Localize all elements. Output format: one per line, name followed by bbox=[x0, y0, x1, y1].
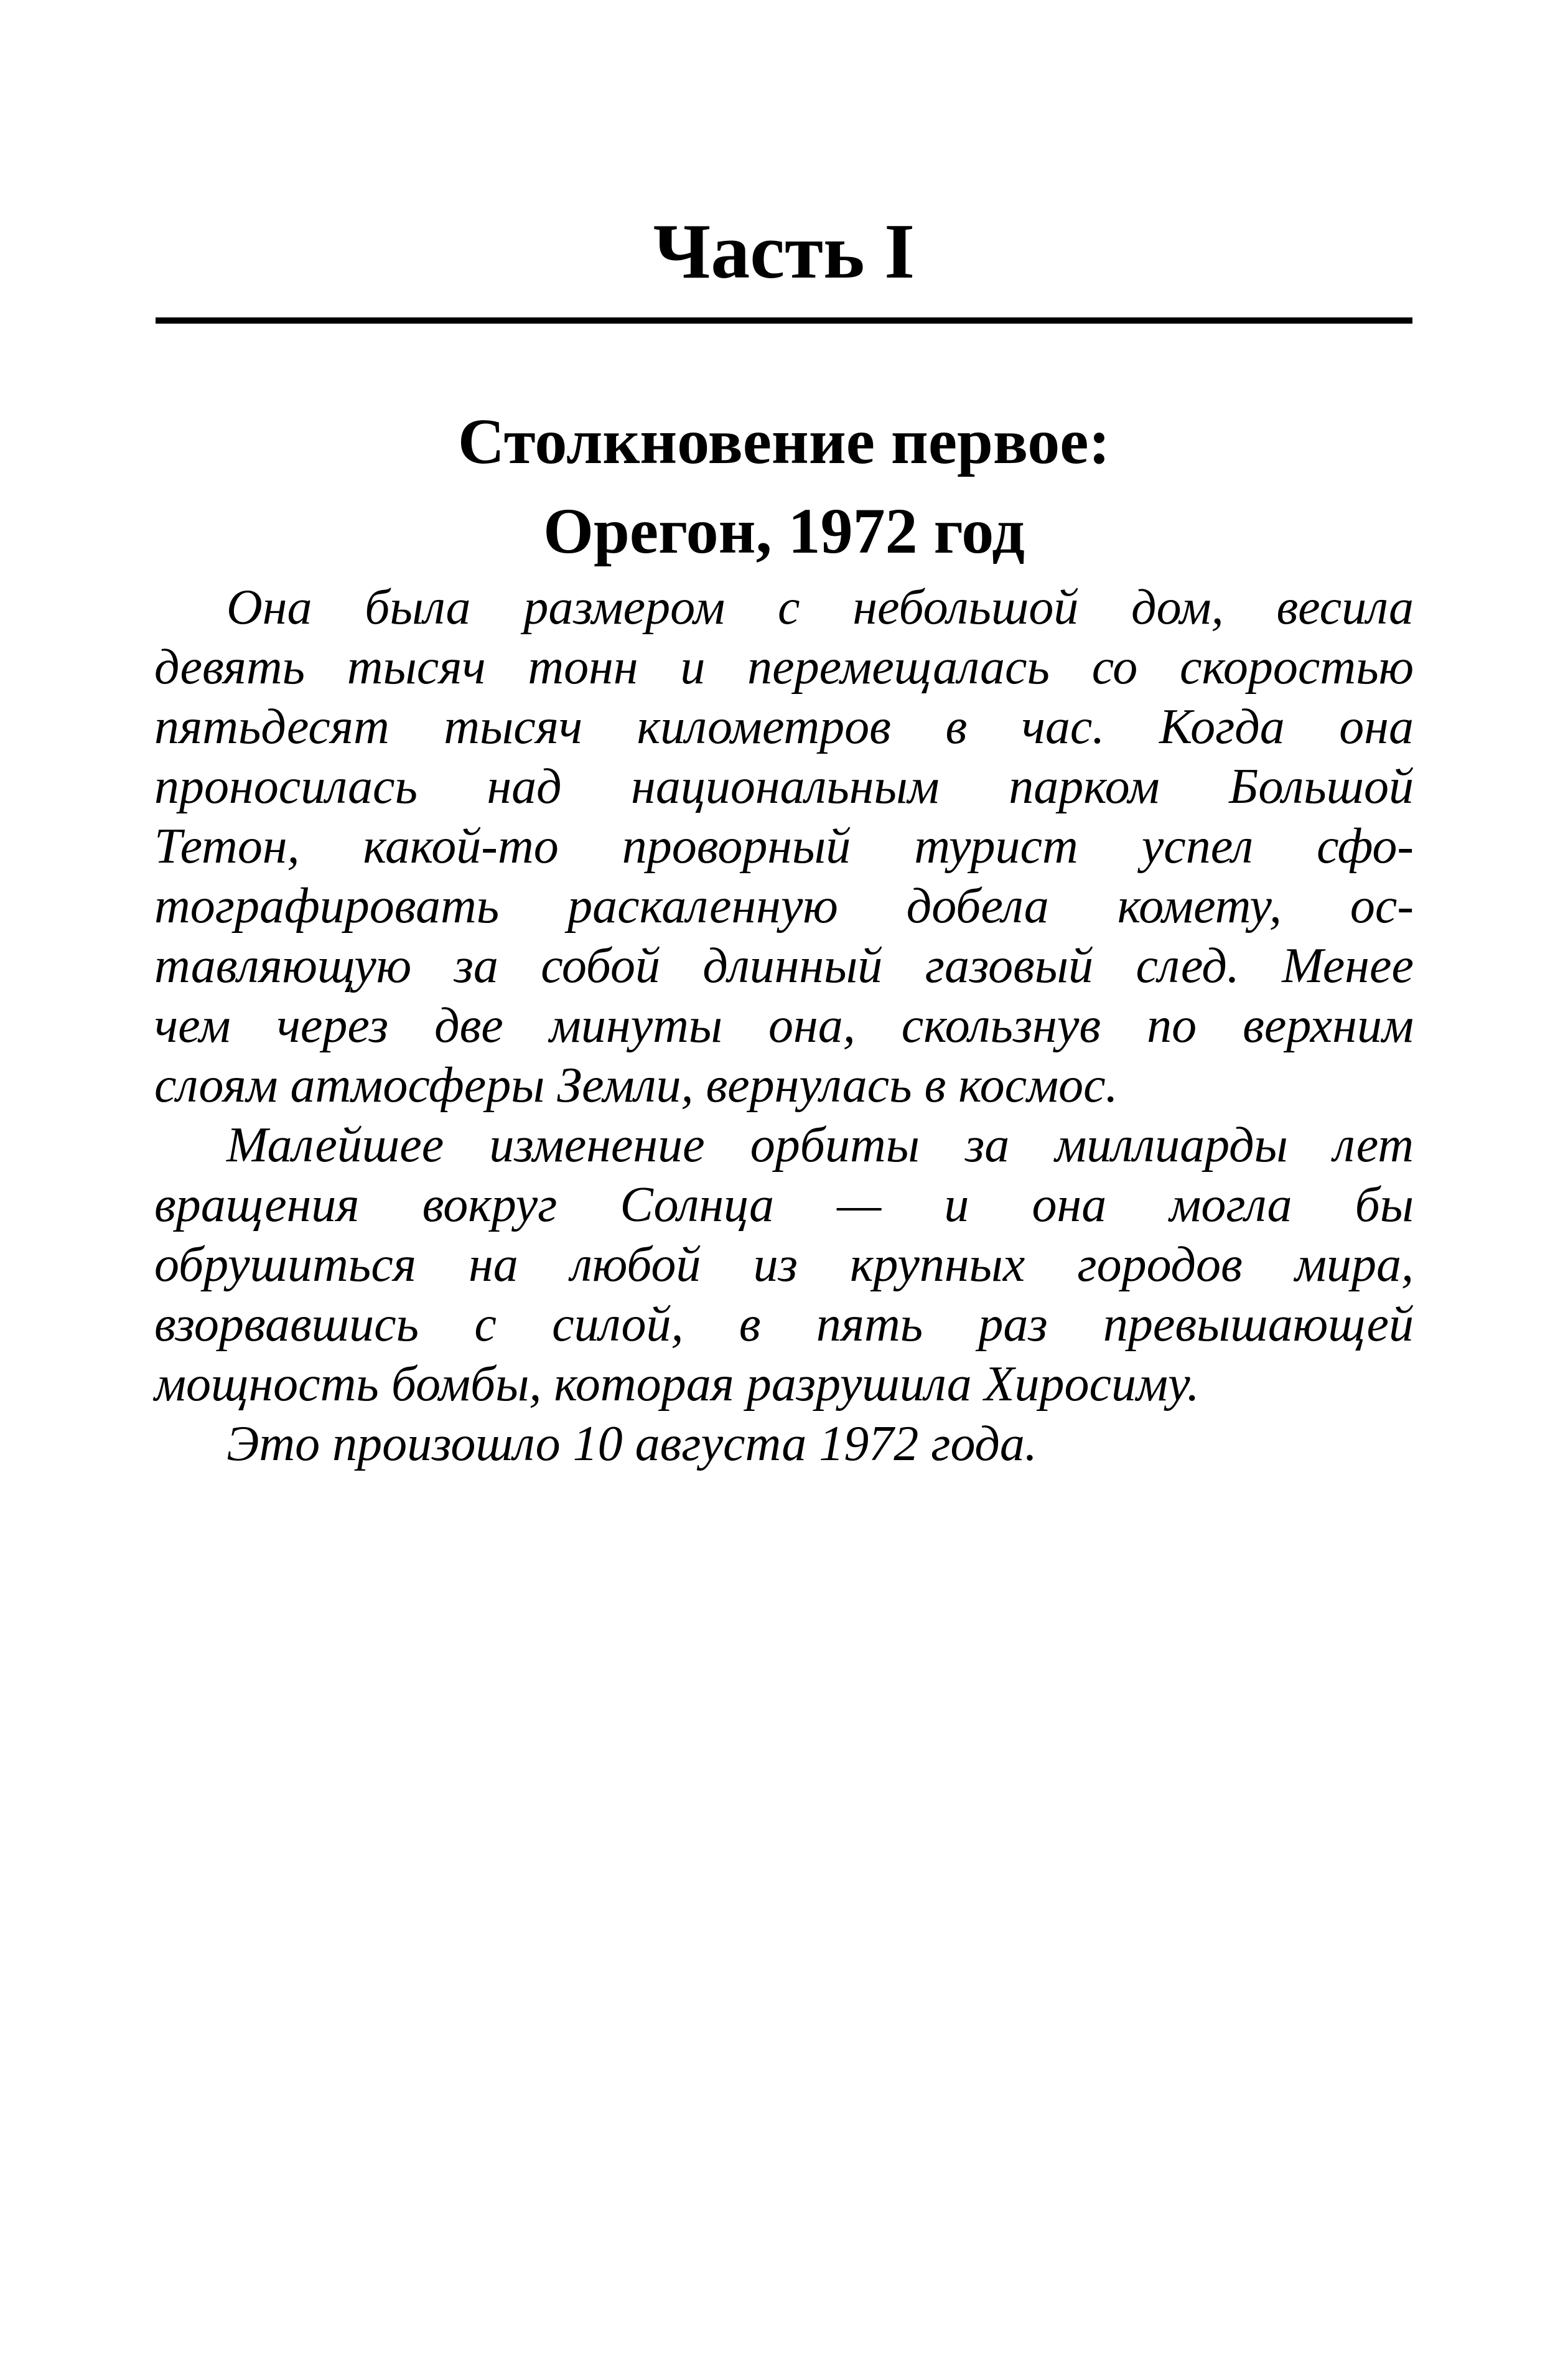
text-line: Тетон, какой-то проворный турист успел сфо- bbox=[154, 819, 1414, 874]
text-line: взорвавшись с силой, в пять раз превышающей bbox=[154, 1297, 1414, 1352]
text-line: тографировать раскаленную добела комету, ос- bbox=[154, 879, 1414, 934]
text-line: Она была размером с небольшой дом, весила bbox=[226, 580, 1414, 635]
title-divider bbox=[156, 317, 1412, 324]
chapter-title-line-1: Столкновение первое: bbox=[457, 406, 1111, 477]
text-line: пятьдесят тысяч километров в час. Когда она bbox=[154, 700, 1414, 754]
text-line: тавляющую за собой длинный газовый след. Менее bbox=[154, 939, 1414, 993]
text-line: обрушиться на любой из крупных городов мира, bbox=[154, 1237, 1414, 1292]
paragraph-3 bbox=[154, 1414, 1414, 1474]
text-line: слоям атмосферы Земли, вернулась в космос. bbox=[154, 1058, 1118, 1113]
text-line: проносилась над национальным парком Большой bbox=[154, 759, 1414, 814]
paragraph-1 bbox=[154, 578, 1414, 1115]
body-text bbox=[154, 578, 1414, 1474]
chapter-title-line-2: Орегон, 1972 год bbox=[543, 495, 1025, 567]
text-line: Малейшее изменение орбиты за миллиарды лет bbox=[226, 1118, 1414, 1173]
part-title: Часть I bbox=[653, 208, 915, 295]
text-line: чем через две минуты она, скользнув по верхним bbox=[154, 998, 1414, 1053]
text-line: мощность бомбы, которая разрушила Хиросиму. bbox=[154, 1357, 1200, 1412]
chapter-title bbox=[0, 397, 1568, 576]
paragraph-2 bbox=[154, 1115, 1414, 1414]
text-line: вращения вокруг Солнца — и она могла бы bbox=[154, 1178, 1414, 1232]
text-line: Это произошло 10 августа 1972 года. bbox=[226, 1417, 1037, 1471]
text-line: девять тысяч тонн и перемещалась со скоростью bbox=[154, 640, 1414, 695]
